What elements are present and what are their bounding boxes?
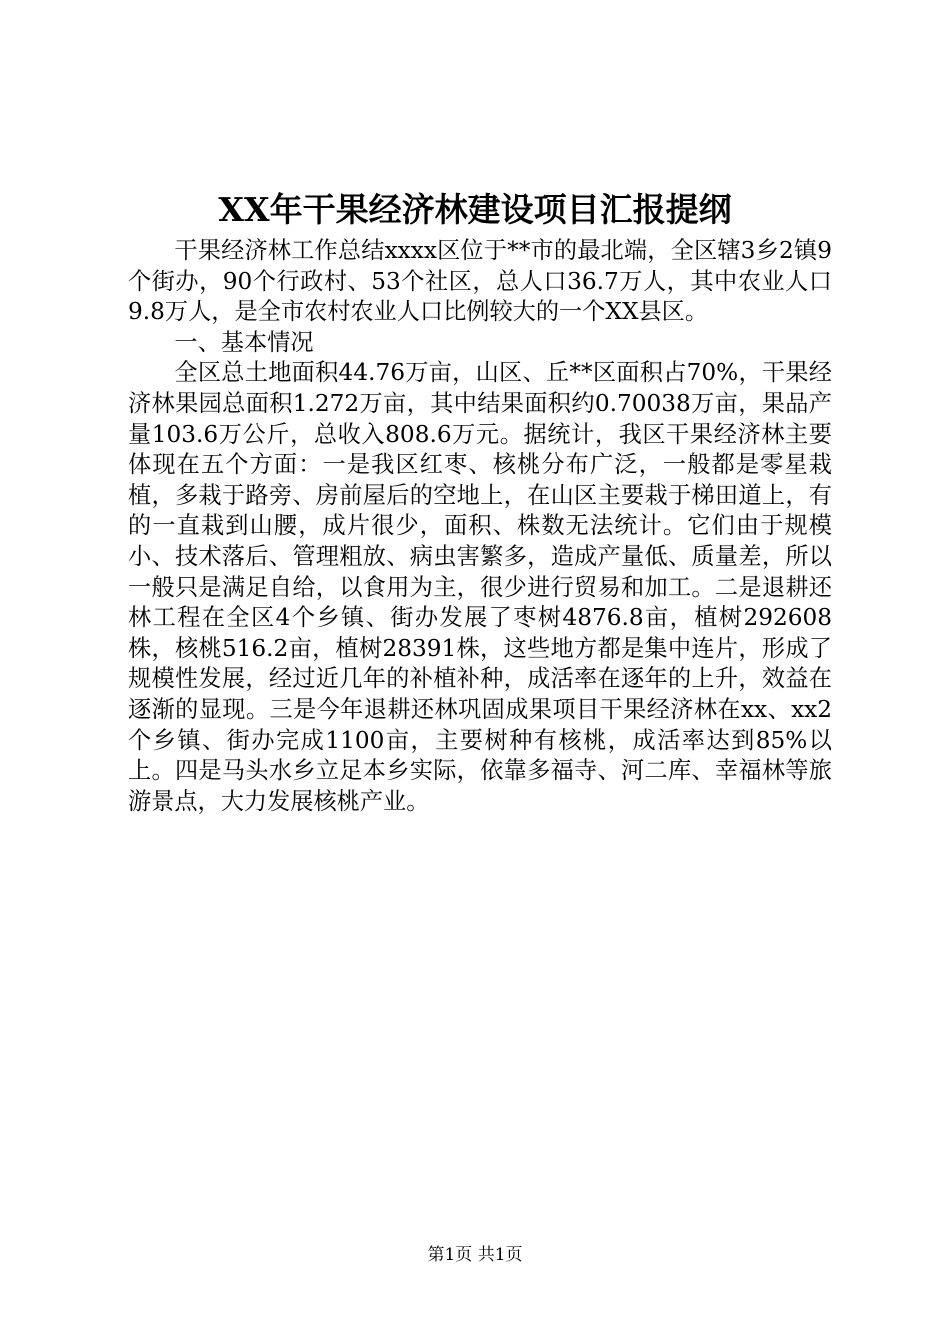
document-title: XX年干果经济林建设项目汇报提纲	[218, 190, 732, 229]
document-body	[128, 236, 832, 817]
intro-paragraph: 干果经济林工作总结xxxx区位于**市的最北端，全区辖3乡2镇9个街办，90个行政村、53个社区，总人口36.7万人，其中农业人口9.8万人，是全市农村农业人口比例较大的一个XX县区。	[128, 237, 832, 326]
section-heading: 一、基本情况	[174, 328, 314, 356]
page-footer: 第1页 共1页	[427, 1245, 523, 1265]
basic-situation-paragraph: 全区总土地面积44.76万亩，山区、丘**区面积占70%，干果经济林果园总面积1.272万亩，其中结果面积约0.70038万亩，果品产量103.6万公斤，总收入808.6万元。据统计，我区干果经济林主要体现在五个方面：一是我区红枣、核桃分布广泛，一般都是零星栽植，多栽于路旁、房前屋后的空地上，在山区主要栽于梯田道上，有的一直栽到山腰，成片很少，面积、株数无法统计。它们由于规模小、技术落后、管理粗放、病虫害繁多，造成产量低、质量差，所以一般只是满足自给，以食用为主，很少进行贸易和加工。二是退耕还林工程在全区4个乡镇、街办发展了枣树4876.8亩，植树292608株，核桃516.2亩，植树28391株，这些地方都是集中连片，形成了规模性发展，经过近几年的补植补种，成活率在逐年的上升，效益在逐渐的显现。三是今年退耕还林巩固成果项目干果经济林在xx、xx2个乡镇、街办完成1100亩，主要树种有核桃，成活率达到85%以上。四是马头水乡立足本乡实际，依靠多福寺、河二库、幸福林等旅游景点，大力发展核桃产业。	[128, 359, 832, 815]
